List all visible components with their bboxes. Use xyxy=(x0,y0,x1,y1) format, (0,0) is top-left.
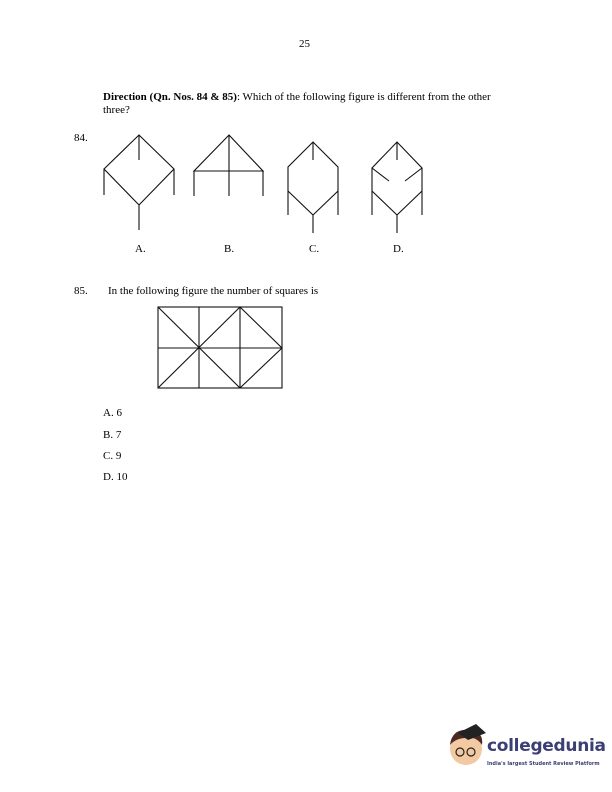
option-a-label: A. xyxy=(135,243,146,255)
answer-option-b: B. 7 xyxy=(103,429,122,441)
option-b-label: B. xyxy=(224,243,235,255)
direction-text: : Which of the following figure is different from the other xyxy=(236,91,491,103)
logo-tagline: India's largest Student Review Platform xyxy=(487,761,600,767)
direction-label: Direction (Qn. Nos. 84 & 85) xyxy=(103,91,237,103)
page-number: 25 xyxy=(299,38,310,50)
squares-figure xyxy=(158,307,282,388)
logo-name: collegedunia xyxy=(487,736,606,756)
figure-c xyxy=(288,142,338,233)
question-84-number: 84. xyxy=(74,132,88,144)
answer-option-c: C. 9 xyxy=(103,450,122,462)
option-c-label: C. xyxy=(309,243,320,255)
question-85-number: 85. xyxy=(74,285,88,297)
answer-option-a: A. 6 xyxy=(103,407,122,419)
figure-a xyxy=(104,135,174,230)
collegedunia-mascot-icon xyxy=(450,724,486,765)
figure-d xyxy=(372,142,422,233)
direction-line2: three? xyxy=(103,104,130,116)
question-85-text: In the following figure the number of squares is xyxy=(108,285,319,297)
option-d-label: D. xyxy=(393,243,404,255)
figure-b xyxy=(194,135,263,196)
answer-option-d: D. 10 xyxy=(103,471,128,483)
